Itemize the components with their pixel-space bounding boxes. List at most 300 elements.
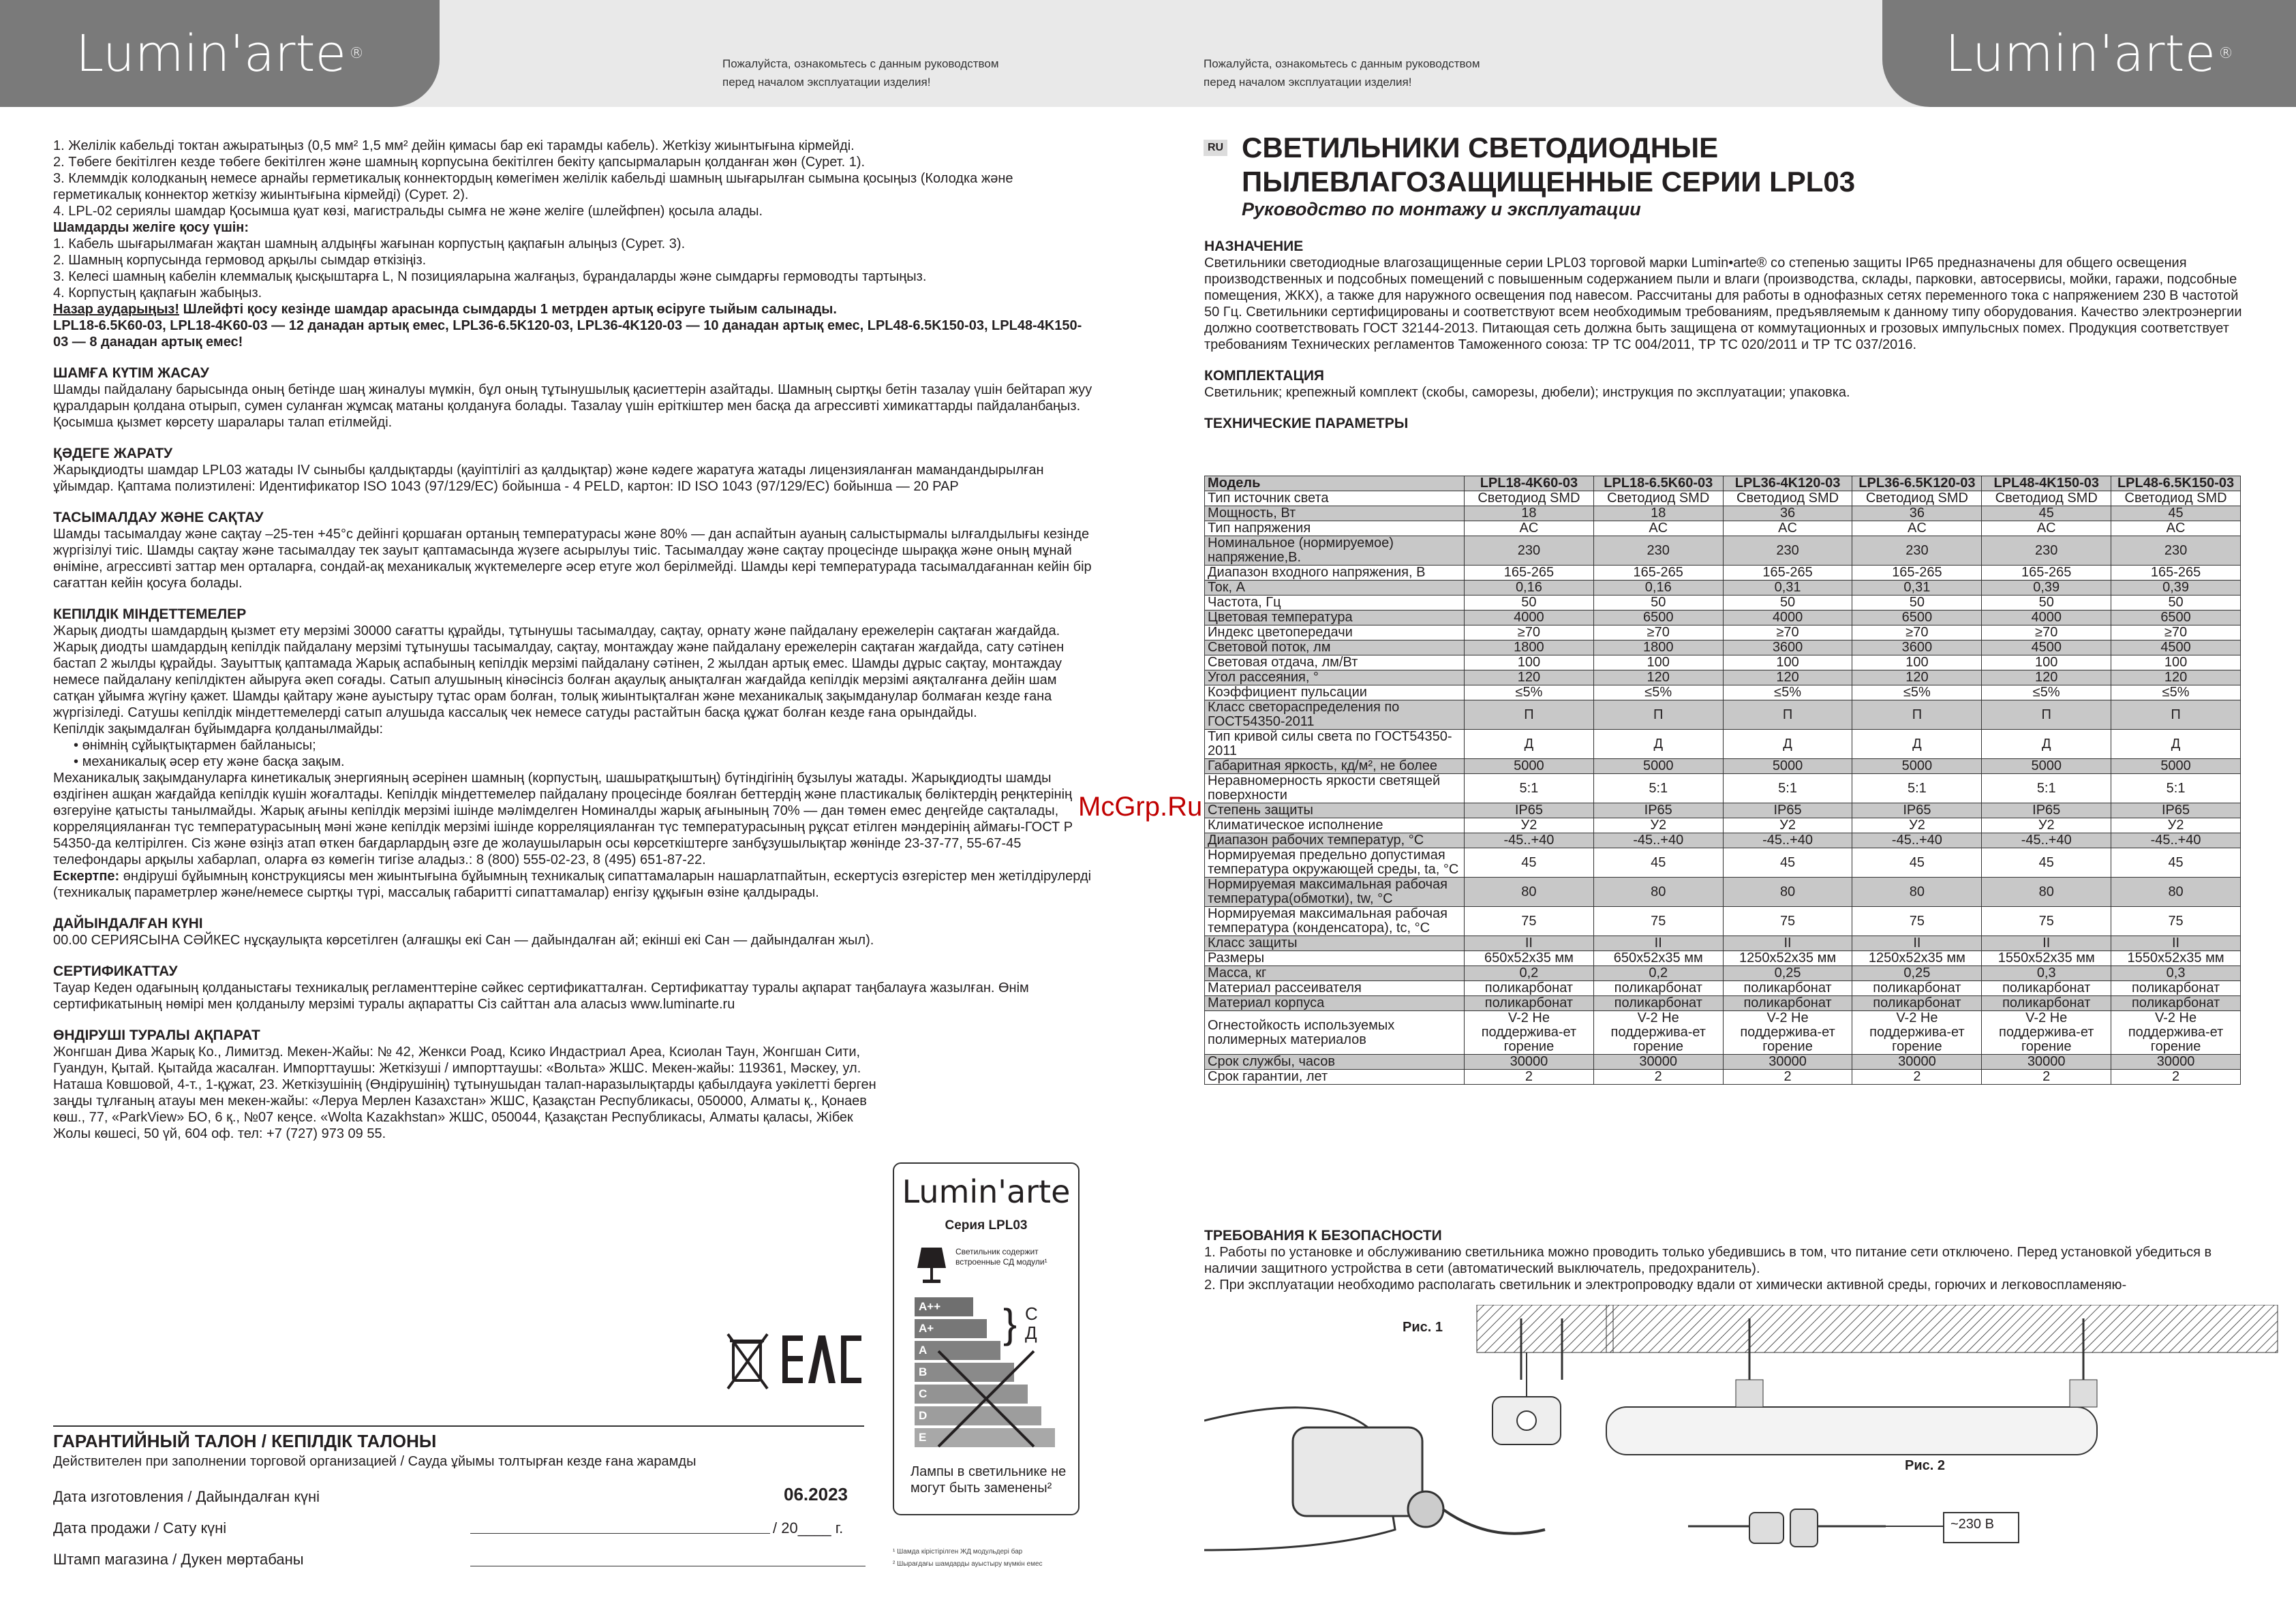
- spec-value: 5000: [1723, 759, 1852, 774]
- cross-mark-icon: [935, 1348, 1037, 1450]
- spec-value: ≥70: [1723, 625, 1852, 640]
- spec-value: IP65: [2111, 803, 2241, 818]
- spec-value: 80: [1593, 878, 1723, 907]
- spec-value: Светодиод SMD: [1723, 491, 1852, 506]
- weee-bin-icon: [728, 1334, 767, 1389]
- spec-value: 50: [1723, 596, 1852, 610]
- spec-value: 36: [1852, 506, 1982, 521]
- spec-row: [1205, 581, 2241, 596]
- spec-value: 80: [2111, 878, 2241, 907]
- fig1-label: Рис. 1: [1403, 1320, 1443, 1335]
- energy-label-series: Серия LPL03: [945, 1218, 1028, 1233]
- spec-value: 50: [1593, 596, 1723, 610]
- note-label: Ескертпе:: [53, 869, 120, 884]
- spec-value: 5:1: [1852, 774, 1982, 803]
- warranty-text-2: Механикалық зақымдануларға кинетикалық энергияның әсерінен шамның (корпустың, шашыратқыштың) бүтіндігінің бұзылуы жатады. Жарықдиодты шамды өздігінен ашқан жағдайда кепілдік күшін жоғалтады. Кепілдік міндеттемелер пайдалану процесінде боялған беттердің және пластикалық бөліктердің реңктерінің өзгеруіне қатысты танылмайды. Жарық ағыны кепілдік мерзімі ішінде мәлімделген Номиналды жарық ағынының 70% — дан төмен емес деңгейде сақталады, корреляцияланған түс температурасының мәні және кепілдік мерзімі ішінде корреляцияланған түс температурасының рұқсат етілген мәндерінің аймағы-ГОСТ Р 54350-да келтірілген. Сіз және өзіңіз атап өткен бағдарлардың әзге де жолаушыларын осы көрсеткіштерге занбұзушылықтар жөнінде 23-37-77, 55-67-45 телефондары арқылы хабарлап, оларға өз көмегін тигізе аладыз.: 8 (800) 555-02-23, 8 (495) 651-87-22.: [53, 771, 1073, 867]
- spec-param-name: Коэффициент пульсации: [1205, 685, 1465, 700]
- weee-eac-marks: [726, 1329, 863, 1397]
- spec-title: ТЕХНИЧЕСКИЕ ПАРАМЕТРЫ: [1204, 416, 1409, 431]
- footnote-1: ¹ Шамда кірістірілген ЖД модульдері бар: [893, 1548, 1023, 1556]
- spec-param-name: Класс защиты: [1205, 936, 1465, 951]
- connect-step-1: 1. Кабель шығарылмаған жақтан шамның алдыңғы жағынан корпустың қақпағын алыңыз (Сурет. 3).: [53, 236, 686, 251]
- spec-value: 165-265: [1723, 566, 1852, 581]
- spec-value: поликарбонат: [1723, 981, 1852, 996]
- spec-value: IP65: [1852, 803, 1982, 818]
- spec-value: ≥70: [2111, 625, 2241, 640]
- spec-row: [1205, 700, 2241, 730]
- care-text: Шамды пайдалану барысында оның бетінде шаң жиналуы мүмкін, бұл оның тұтынушылық қасиеттерін азайтады. Шамның сыртқы бетін тазалау үшін бейтарап жуу құралдарын қолдана отырып, сумен суланған жұмсақ матаны қолдануға болады. Тазалау үшін еріткіштер мен басқа да агрессивті химикаттарды пайдаланбаңыз. Қосымша қызмет көрсету шаралары талап етілмейді.: [53, 382, 1092, 430]
- spec-value: 1250х52х35 мм: [1723, 951, 1852, 966]
- spec-row: [1205, 521, 2241, 536]
- installation-figures: [1204, 1305, 2281, 1605]
- spec-param-name: Нормируемая максимальная рабочая температура(обмотки), tw, °С: [1205, 878, 1465, 907]
- spec-value: 45: [1465, 848, 1594, 878]
- spec-value: 230: [2111, 536, 2241, 566]
- spec-value: 1250х52х35 мм: [1852, 951, 1982, 966]
- spec-value: -45..+40: [1593, 833, 1723, 848]
- spec-value: 36: [1723, 506, 1852, 521]
- spec-value: поликарбонат: [1723, 996, 1852, 1011]
- spec-header-cell: Модель: [1205, 476, 1465, 491]
- spec-row: [1205, 655, 2241, 670]
- spec-param-name: Огнестойкость используемых полимерных материалов: [1205, 1011, 1465, 1055]
- spec-value: II: [2111, 936, 2241, 951]
- spec-value: ≤5%: [2111, 685, 2241, 700]
- connect-step-4: 4. Корпустың қақпағын жабыңыз.: [53, 285, 262, 300]
- spec-value: 165-265: [2111, 566, 2241, 581]
- spec-value: Светодиод SMD: [2111, 491, 2241, 506]
- spec-value: IP65: [1593, 803, 1723, 818]
- spec-value: 50: [1465, 596, 1594, 610]
- spec-value: V-2 Не поддержива-ет горение: [2111, 1011, 2241, 1055]
- spec-value: 75: [1593, 907, 1723, 936]
- spec-value: поликарбонат: [1982, 996, 2111, 1011]
- spec-value: 165-265: [1593, 566, 1723, 581]
- class-range: C Д: [1025, 1303, 1038, 1343]
- spec-param-name: Габаритная яркость, кд/м², не более: [1205, 759, 1465, 774]
- spec-row: [1205, 491, 2241, 506]
- spec-value: II: [1982, 936, 2111, 951]
- cert-title: СЕРТИФИКАТТАУ: [53, 963, 178, 979]
- brand-logo-right: Lumin'arte ®: [1882, 0, 2296, 107]
- spec-value: 3600: [1723, 640, 1852, 655]
- spec-param-name: Индекс цветопередачи: [1205, 625, 1465, 640]
- spec-param-name: Номинальное (нормируемое) напряжение,В.: [1205, 536, 1465, 566]
- spec-value: 0,2: [1593, 966, 1723, 981]
- intro-1: 1. Желілік кабельді токтан ажыратыңыз (0,5 мм² 1,5 мм² дейін қимасы бар екі тарамды кабель). Жетkізу жиынтығына кірмейді.: [53, 138, 855, 153]
- spec-value: 75: [1465, 907, 1594, 936]
- spec-value: 30000: [1723, 1055, 1852, 1070]
- spec-value: -45..+40: [1852, 833, 1982, 848]
- spec-param-name: Диапазон рабочих температур, °С: [1205, 833, 1465, 848]
- kit-text: Светильник; крепежный комплект (скобы, саморезы, дюбели); инструкция по эксплуатации; упаковка.: [1204, 385, 1850, 400]
- spec-value: ≤5%: [1723, 685, 1852, 700]
- spec-value: П: [1982, 700, 2111, 730]
- spec-value: 18: [1465, 506, 1594, 521]
- spec-row: [1205, 833, 2241, 848]
- spec-value: 230: [1852, 536, 1982, 566]
- spec-header-cell: LPL36-4K120-03: [1723, 476, 1852, 491]
- spec-value: 650х52х35 мм: [1593, 951, 1723, 966]
- spec-value: 18: [1593, 506, 1723, 521]
- spec-param-name: Класс светораспределения по ГОСТ54350-2011: [1205, 700, 1465, 730]
- spec-value: поликарбонат: [1852, 981, 1982, 996]
- attention-label: Назар аударыңыз!: [53, 302, 180, 317]
- spec-value: -45..+40: [1723, 833, 1852, 848]
- spec-header-cell: LPL18-6.5K60-03: [1593, 476, 1723, 491]
- spec-value: 5:1: [1982, 774, 2111, 803]
- spec-value: 45: [1723, 848, 1852, 878]
- spec-param-name: Частота, Гц: [1205, 596, 1465, 610]
- spec-param-name: Масса, кг: [1205, 966, 1465, 981]
- spec-value: 100: [2111, 655, 2241, 670]
- spec-value: 0,25: [1852, 966, 1982, 981]
- mfr-text: Жонгшан Дива Жарық Ко., Лимитэд. Мекен-Жайы: № 42, Женкси Роад, Ксико Индастриал Ареа, Ксиолан Таун, Жонгшан Сити, Гуандун, Қытай. Қытайда жасалған. Импорттаушы: Жеткізуші / импорттаушы: «Вольта» ЖШС. Мекен-жайы: 119361, Мәскеу, ул. Наташа Ковшовой, 4-т., 1-құжат, 23. Жеткізушінің (Өндірушінің) тұтынушыдан талап-наразылықтарды қабылдауға уәкілетті берген заңды тұлғаның атауы мен мекен-жайы: «Леруа Мерлен Казахстан» ЖШС, Қазақстан Республикасы, 050000, Алматы қ., Қонаев көш., 77, «ParkView» БО, 6 қ., №07 кеңсе. «Wolta Kazakhstan» ЖШС, 050044, Қазақстан Республикасы, Алматы қаласы, Жібек Жолы көшесі, 50 үй, 604 оф. тел: +7 (727) 973 09 55.: [53, 1045, 876, 1141]
- spec-value: 0,16: [1593, 581, 1723, 596]
- spec-row: [1205, 907, 2241, 936]
- spec-row: [1205, 759, 2241, 774]
- spec-value: П: [2111, 700, 2241, 730]
- spec-value: 45: [2111, 506, 2241, 521]
- spec-value: П: [1852, 700, 1982, 730]
- spec-value: 2: [1723, 1070, 1852, 1085]
- spec-value: 45: [1982, 506, 2111, 521]
- spec-value: ≤5%: [1593, 685, 1723, 700]
- spec-value: 30000: [1982, 1055, 2111, 1070]
- spec-value: 75: [2111, 907, 2241, 936]
- spec-param-name: Нормируемая предельно допустимая температура окружающей среды, ta, °С: [1205, 848, 1465, 878]
- spec-row: [1205, 848, 2241, 878]
- spec-row: [1205, 981, 2241, 996]
- spec-value: 100: [1852, 655, 1982, 670]
- connect-step-2: 2. Шамның корпусында гермовод арқылы сымдар өткізіңіз.: [53, 253, 427, 268]
- spec-value: 2: [1465, 1070, 1594, 1085]
- spec-header-cell: LPL18-4K60-03: [1465, 476, 1594, 491]
- spec-row: [1205, 996, 2241, 1011]
- spec-param-name: Тип кривой силы света по ГОСТ54350-2011: [1205, 730, 1465, 759]
- spec-value: 80: [1982, 878, 2111, 907]
- spec-value: 30000: [1593, 1055, 1723, 1070]
- spec-value: 650х52х35 мм: [1465, 951, 1594, 966]
- spec-value: 50: [1852, 596, 1982, 610]
- spec-value: поликарбонат: [1852, 996, 1982, 1011]
- eac-mark-icon: [782, 1335, 861, 1383]
- attention-models: LPL18-6.5K60-03, LPL18-4K60-03 — 12 данадан артық емес, LPL36-6.5K120-03, LPL36-4K120-03 — 10 данадан артық емес, LPL48-6.5K150-03, LPL48-4K150-03 — 8 данадан артық емес!: [53, 318, 1082, 350]
- spec-row: [1205, 1070, 2241, 1085]
- ceiling-section-1: [1477, 1305, 1613, 1380]
- spec-param-name: Тип напряжения: [1205, 521, 1465, 536]
- spec-value: 5000: [1593, 759, 1723, 774]
- spec-param-name: Тип источник света: [1205, 491, 1465, 506]
- spec-value: 120: [1982, 670, 2111, 685]
- spec-value: 6500: [1593, 610, 1723, 625]
- spec-row: [1205, 818, 2241, 833]
- spec-value: 30000: [1465, 1055, 1594, 1070]
- spec-value: -45..+40: [2111, 833, 2241, 848]
- spec-value: ≤5%: [1465, 685, 1594, 700]
- spec-value: 1550х52х35 мм: [1982, 951, 2111, 966]
- safety-text-1: 1. Работы по установке и обслуживанию светильника можно проводить только убедившись в том, что питание сети отключено. Перед установкой убедиться в наличии защитного устройства в сети (автоматический выключатель, предохранитель).: [1204, 1245, 2212, 1276]
- spec-value: У2: [1852, 818, 1982, 833]
- spec-param-name: Мощность, Вт: [1205, 506, 1465, 521]
- fig2-label: Рис. 2: [1905, 1458, 1945, 1473]
- spec-value: Д: [1723, 730, 1852, 759]
- attention-text: Шлейфті қосу кезінде шамдар арасында сымдарды 1 метрден артық өсіруге тыйым салынады.: [183, 302, 837, 317]
- connect-step-3: 3. Келесі шамның кабелін клеммалық қысқыштарға L, N позицияларына жалғаңыз, бұрандаларды және сымдарғы гермоводты тартыңыз.: [53, 269, 927, 284]
- spec-header-cell: LPL48-6.5K150-03: [2111, 476, 2241, 491]
- spec-value: 0,3: [1982, 966, 2111, 981]
- warranty-exclusions-title: Кепілдік зақымдалған бұйымдарға қолданылмайды:: [53, 722, 384, 737]
- connector-parts: [1688, 1509, 1886, 1547]
- spec-value: 2: [2111, 1070, 2241, 1085]
- spec-value: 0,3: [2111, 966, 2241, 981]
- spec-value: 80: [1723, 878, 1852, 907]
- warranty-exclusions: [53, 737, 1092, 770]
- brand-logo-left: Lumin'arte ®: [0, 0, 440, 107]
- spec-value: 30000: [1852, 1055, 1982, 1070]
- spec-value: 5:1: [2111, 774, 2241, 803]
- spec-value: У2: [1593, 818, 1723, 833]
- spec-value: 6500: [2111, 610, 2241, 625]
- connect-title: Шамдарды желіге қосу үшін:: [53, 220, 249, 235]
- spec-value: Светодиод SMD: [1982, 491, 2111, 506]
- energy-class-ap: A+: [915, 1319, 987, 1338]
- safety-text-2: 2. При эксплуатации необходимо располагать светильник и электропроводку вдали от химически активной среды, горючих и легковоспламеняю-: [1204, 1278, 2127, 1293]
- spec-value: У2: [1723, 818, 1852, 833]
- spec-value: 45: [1593, 848, 1723, 878]
- disposal-title: ҚӘДЕГЕ ЖАРАТУ: [53, 446, 173, 461]
- exclusion-item: • механикалық әсер ету және басқа зақым.: [74, 754, 1092, 770]
- sale-date-suffix: / 20____ г.: [773, 1519, 844, 1536]
- spec-value: поликарбонат: [1593, 996, 1723, 1011]
- safety-block: [1204, 1228, 2244, 1293]
- spec-value: У2: [1465, 818, 1594, 833]
- spec-value: 120: [1465, 670, 1594, 685]
- exclusion-item: • өнімнің сұйықтықтармен байланысы;: [74, 737, 1092, 754]
- spec-value: Светодиод SMD: [1593, 491, 1723, 506]
- spec-value: II: [1465, 936, 1594, 951]
- date-text: 00.00 СЕРИЯСЫНА СӘЙКЕС нұсқаулықта көрсетілген (алғашқы екі Сан — дайындалған ай; екінші екі Сан — дайындалған жыл).: [53, 933, 874, 948]
- sale-date-label: Дата продажи / Сату күні: [53, 1519, 227, 1536]
- spec-value: ≥70: [1465, 625, 1594, 640]
- lamp-note: Светильник содержит встроенные СД модули¹: [955, 1247, 1047, 1267]
- spec-value: 230: [1465, 536, 1594, 566]
- spec-value: Д: [1852, 730, 1982, 759]
- spec-value: 230: [1982, 536, 2111, 566]
- spec-param-name: Климатическое исполнение: [1205, 818, 1465, 833]
- spec-row: [1205, 878, 2241, 907]
- purpose-title: НАЗНАЧЕНИЕ: [1204, 238, 1304, 254]
- spec-value: 50: [1982, 596, 2111, 610]
- spec-header-row: [1205, 476, 2241, 491]
- spec-value: 2: [1852, 1070, 1982, 1085]
- spec-value: 2: [1982, 1070, 2111, 1085]
- spec-value: 4500: [2111, 640, 2241, 655]
- spec-value: Д: [1593, 730, 1723, 759]
- spec-value: AC: [1852, 521, 1982, 536]
- spec-param-name: Размеры: [1205, 951, 1465, 966]
- guarantee-sub: Действителен при заполнении торговой организацией / Сауда ұйымы толтырған кезде ғана жарамды: [53, 1454, 697, 1469]
- spec-row: [1205, 936, 2241, 951]
- spec-value: 165-265: [1982, 566, 2111, 581]
- spec-value: 0,31: [1852, 581, 1982, 596]
- spec-param-name: Неравномерность яркости светящей поверхности: [1205, 774, 1465, 803]
- footnote-2: ² Шырағдағы шамдарды ауыстыру мүмкін емес: [893, 1560, 1043, 1568]
- spec-value: Д: [1465, 730, 1594, 759]
- class-range-brace: }: [1003, 1301, 1017, 1346]
- spec-value: 1550х52х35 мм: [2111, 951, 2241, 966]
- spec-value: 230: [1593, 536, 1723, 566]
- spec-value: II: [1852, 936, 1982, 951]
- spec-row: [1205, 625, 2241, 640]
- spec-param-name: Световая отдача, лм/Вт: [1205, 655, 1465, 670]
- lamp-icon: [915, 1244, 949, 1285]
- spec-value: П: [1723, 700, 1852, 730]
- spec-value: ≤5%: [1852, 685, 1982, 700]
- spec-value: ≥70: [1982, 625, 2111, 640]
- spec-value: 1800: [1465, 640, 1594, 655]
- spec-value: 100: [1465, 655, 1594, 670]
- spec-header-cell: LPL48-4K150-03: [1982, 476, 2111, 491]
- spec-row: [1205, 951, 2241, 966]
- spec-value: 5:1: [1723, 774, 1852, 803]
- spec-value: У2: [1982, 818, 2111, 833]
- spec-value: IP65: [1982, 803, 2111, 818]
- doc-subtitle: Руководство по монтажу и эксплуатации: [1242, 199, 1641, 219]
- spec-value: 120: [2111, 670, 2241, 685]
- kit-title: КОМПЛЕКТАЦИЯ: [1204, 368, 1325, 384]
- spec-value: 5000: [1852, 759, 1982, 774]
- spec-row: [1205, 610, 2241, 625]
- spec-value: V-2 Не поддержива-ет горение: [1593, 1011, 1723, 1055]
- spec-value: Светодиод SMD: [1465, 491, 1594, 506]
- spec-value: 0,39: [2111, 581, 2241, 596]
- spec-value: 5:1: [1593, 774, 1723, 803]
- spec-value: 75: [1852, 907, 1982, 936]
- energy-bottom-note: Лампы в светильнике не могут быть заменены²: [910, 1464, 1067, 1496]
- luminaire-body: [1606, 1380, 2097, 1455]
- intro-3: 3. Клеммдік колодканың немесе арнайы герметикалық коннектордың көмегімен желілік кабельді шамның шығарылған сымына қосыңыз (Колодка және герметикалық коннектор жеткізу жиынтығына кірмейді) (Сурет. 2).: [53, 171, 1013, 202]
- spec-value: 6500: [1852, 610, 1982, 625]
- guarantee-divider: [53, 1425, 864, 1427]
- spec-value: 0,16: [1465, 581, 1594, 596]
- spec-value: 4000: [1465, 610, 1594, 625]
- spec-row: [1205, 774, 2241, 803]
- energy-label: [893, 1162, 1080, 1515]
- spec-value: Д: [2111, 730, 2241, 759]
- header-note-right: Пожалуйста, ознакомьтесь с данным руководством перед началом эксплуатации изделия!: [1204, 57, 1480, 89]
- spec-value: AC: [1982, 521, 2111, 536]
- spec-value: 45: [1982, 848, 2111, 878]
- spec-value: 0,2: [1465, 966, 1594, 981]
- spec-value: 4000: [1982, 610, 2111, 625]
- header-note-left: Пожалуйста, ознакомьтесь с данным руководством перед началом эксплуатации изделия!: [722, 57, 999, 89]
- spec-value: 5000: [1982, 759, 2111, 774]
- spec-row: [1205, 1011, 2241, 1055]
- energy-label-brand: Lumin'arte: [902, 1173, 1071, 1210]
- spec-value: 5000: [2111, 759, 2241, 774]
- spec-value: поликарбонат: [2111, 996, 2241, 1011]
- spec-value: V-2 Не поддержива-ет горение: [1982, 1011, 2111, 1055]
- ceiling-section-2: [1606, 1305, 2278, 1380]
- spec-value: П: [1465, 700, 1594, 730]
- spec-value: 4000: [1723, 610, 1852, 625]
- mfg-date-label: Дата изготовления / Дайындалған күні: [53, 1488, 320, 1505]
- energy-class-a: A: [915, 1341, 1000, 1360]
- spec-param-name: Диапазон входного напряжения, В: [1205, 566, 1465, 581]
- spec-value: 75: [1982, 907, 2111, 936]
- spec-row: [1205, 566, 2241, 581]
- spec-value: поликарбонат: [1465, 996, 1594, 1011]
- left-column: [53, 138, 1092, 1142]
- stamp-label: Штамп магазина / Дукен мөртабаны: [53, 1551, 304, 1568]
- language-badge: RU: [1204, 140, 1227, 156]
- spec-value: -45..+40: [1465, 833, 1594, 848]
- spec-value: V-2 Не поддержива-ет горение: [1465, 1011, 1594, 1055]
- spec-value: 45: [1852, 848, 1982, 878]
- spec-value: 5:1: [1465, 774, 1594, 803]
- spec-row: [1205, 670, 2241, 685]
- warranty-text: Жарық диодты шамдардың қызмет ету мерзімі 30000 сағатты құрайды, тұтынушы тасымалдау, сақтау, орнату және пайдалану ережелерін сақтаған жағдайда. Жарық диодты шамдардың кепілдік пайдалану мерзімі тұтынушы тасымалдау, сақтау, монтаждау және пайдалану ережелерін сақтаған жағдайда, сату сәтінен бастап 2 жылды құрайды. Зауыттық қаптамада Жарық аспабының кепілдік мерзімі пайдалану сәтінен, 2 жылдан артық емес. Шамды дұрыс сақтау, монтаждау немесе пайдалану кепілдіктен айыруға әкеп соғады. Сатып алушының кінәсінсіз болған ақаулық анықталған жағдайда кепілдік мерзімі аяқталғанға дейін шам сатқан ұйымға жүгіну қажет. Шамды қайтару және ауыстыру тұтас орам болған, толық жиынтықталған және механикалық зақымданулар болмаған кезде ғана жүргізіледі. Сатушы кепілдік міндеттемелерді сатып алушыда кассалық чек немесе сатуды растайтын басқа құжат болған кезде ғана орындайды.: [53, 623, 1065, 720]
- mounting-clip-detail: [1493, 1352, 1561, 1444]
- spec-row: [1205, 640, 2241, 655]
- spec-value: ≥70: [1852, 625, 1982, 640]
- spec-value: ≤5%: [1982, 685, 2111, 700]
- spec-row: [1205, 1055, 2241, 1070]
- spec-value: 4500: [1982, 640, 2111, 655]
- sale-date-field[interactable]: [470, 1533, 770, 1534]
- spec-value: 80: [1852, 878, 1982, 907]
- intro-4: 4. LPL-02 сериялы шамдар Қосымша қуат көзі, магистральды сымға не және желіге (шлейфпен) қосыла алады.: [53, 204, 763, 219]
- spec-value: V-2 Не поддержива-ет горение: [1723, 1011, 1852, 1055]
- spec-value: AC: [1723, 521, 1852, 536]
- energy-class-d: D: [915, 1406, 1041, 1425]
- transport-title: ТАСЫМАЛДАУ ЖӘНЕ САҚТАУ: [53, 510, 264, 525]
- spec-value: AC: [1465, 521, 1594, 536]
- spec-param-name: Ток, А: [1205, 581, 1465, 596]
- spec-row: [1205, 685, 2241, 700]
- spec-value: 3600: [1852, 640, 1982, 655]
- spec-value: 75: [1723, 907, 1852, 936]
- cert-text: Тауар Кеден одағының қолданыстағы техникалық регламенттеріне сәйкес сертификатталған. Сертификаттау туралы ақпарат таңбалауға жазылған. Өнім сертификатының нөмірі мен қолданылу мерзімі туралы ақпаратты Сіз сайттан ала аласыз www.luminarte.ru: [53, 980, 1029, 1012]
- spec-value: 45: [2111, 848, 2241, 878]
- spec-row: [1205, 730, 2241, 759]
- spec-value: поликарбонат: [1982, 981, 2111, 996]
- spec-value: 100: [1593, 655, 1723, 670]
- spec-value: 50: [2111, 596, 2241, 610]
- spec-value: 0,25: [1723, 966, 1852, 981]
- spec-param-name: Степень защиты: [1205, 803, 1465, 818]
- guarantee-title: ГАРАНТИЙНЫЙ ТАЛОН / КЕПІЛДІК ТАЛОНЫ: [53, 1431, 437, 1451]
- spec-row: [1205, 596, 2241, 610]
- spec-value: 100: [1982, 655, 2111, 670]
- spec-value: V-2 Не поддержива-ет горение: [1852, 1011, 1982, 1055]
- spec-value: 100: [1723, 655, 1852, 670]
- spec-value: ≥70: [1593, 625, 1723, 640]
- spec-value: 30000: [2111, 1055, 2241, 1070]
- spec-value: Светодиод SMD: [1852, 491, 1982, 506]
- spec-row: [1205, 803, 2241, 818]
- spec-value: 165-265: [1852, 566, 1982, 581]
- energy-class-e: E: [915, 1428, 1055, 1447]
- purpose-text: Светильники светодиодные влагозащищенные серии LPL03 торговой марки Lumin•arte® со степенью защиты IP65 предназначены для общего освещения производственных и подсобных помещений с повышенным содержанием пыли и влаги (производства, склады, парковки, автосервисы, мойки, гаражи, подсобные помещения, ЖКХ), а также для наружного освещения под навесом. Рассчитаны для работы в однофазных сетях переменного тока с напряжением 230 В частотой 50 Гц. Светильники сертифицированы и соответствуют всем необходимым требованиям, предъявляемым к данному типу оборудования. Качество электроэнергии должно соответствовать ГОСТ 32144-2013. Питающая сеть должна быть защищена от коммутационных и грозовых импульсных помех. Продукция соответствует требованиям Технических регламентов Таможенного союза: ТР ТС 004/2011, ТР ТС 020/2011 и ТР ТС 037/2016.: [1204, 256, 2242, 352]
- spec-value: У2: [2111, 818, 2241, 833]
- spec-param-name: Угол рассеяния, °: [1205, 670, 1465, 685]
- care-title: ШАМҒА КҮТІМ ЖАСАУ: [53, 365, 209, 381]
- intro-2: 2. Төбеге бекітілген кезде төбеге бекітілген және шамның корпусына бекітілген бекіту қапсырмаларын қолданған жөн (Сурет. 1).: [53, 155, 866, 170]
- spec-param-name: Срок службы, часов: [1205, 1055, 1465, 1070]
- spec-value: AC: [1593, 521, 1723, 536]
